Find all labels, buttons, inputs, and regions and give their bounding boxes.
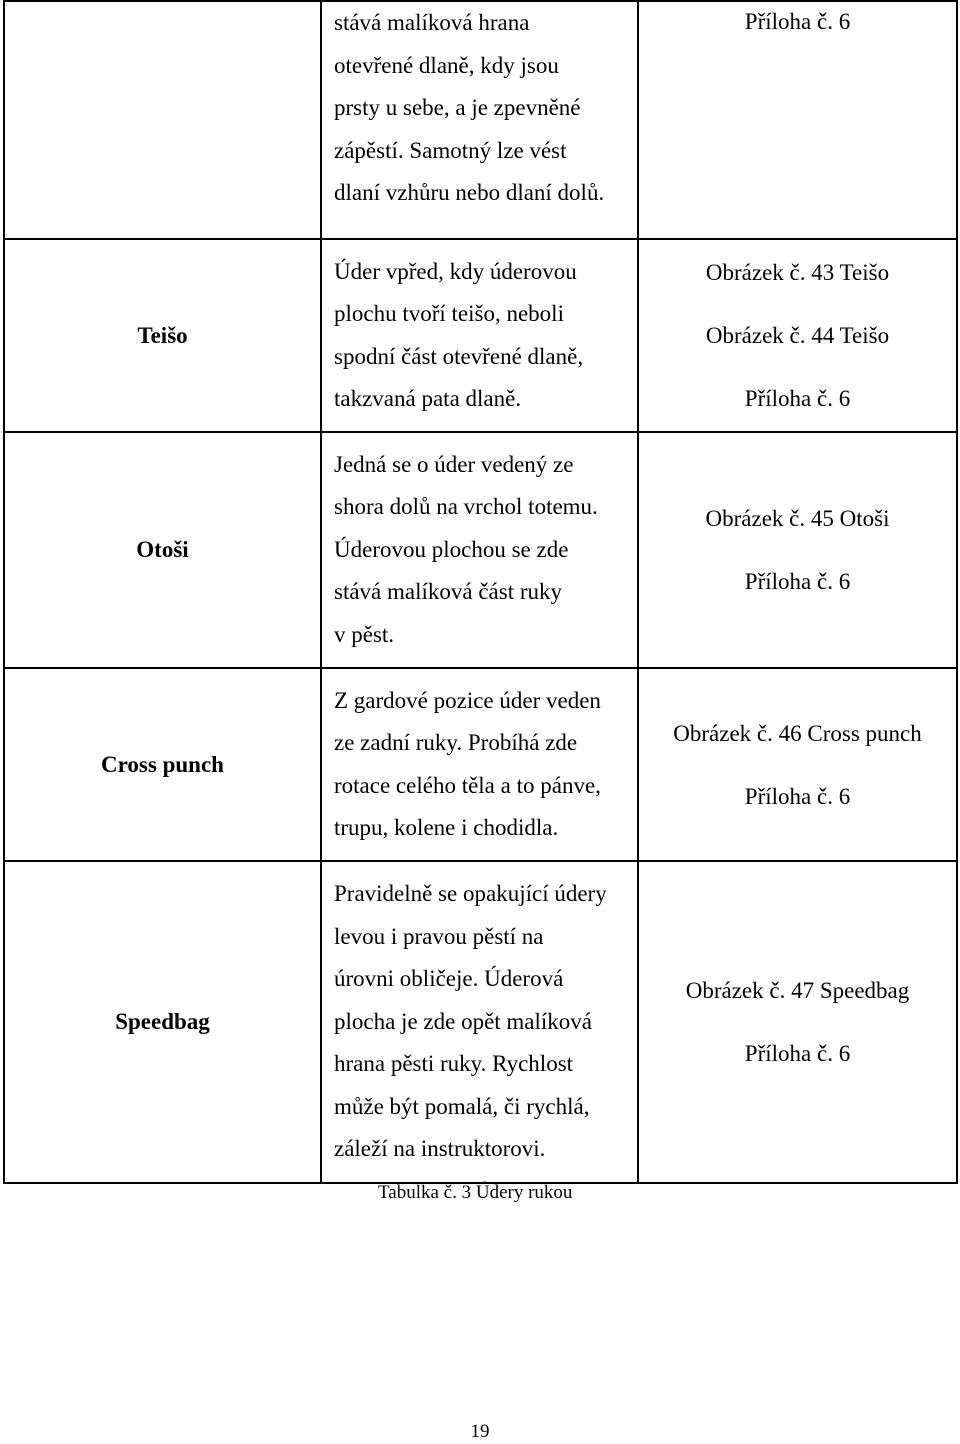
technique-name: Teišo: [4, 239, 321, 432]
technique-description: stává malíková hrana otevřené dlaně, kdy jsou prsty u sebe, a je zpevněné zápěstí. Samotný lze vést dlaní vzhůru nebo dlaní dolů.: [321, 1, 638, 239]
table-row: [4, 861, 957, 1183]
table-row: [4, 1, 957, 239]
technique-name: Otoši: [4, 432, 321, 668]
technique-references: Obrázek č. 47 Speedbag Příloha č. 6: [638, 861, 957, 1183]
table-row: [4, 239, 957, 432]
technique-references: Obrázek č. 46 Cross punch Příloha č. 6: [638, 668, 957, 861]
technique-references: Příloha č. 6: [638, 1, 957, 239]
page-number: 19: [470, 1421, 490, 1442]
technique-name: [4, 1, 321, 239]
technique-description: Z gardové pozice úder veden ze zadní ruky. Probíhá zde rotace celého těla a to pánve, trupu, kolene i chodidla.: [321, 668, 638, 861]
technique-references: Obrázek č. 43 Teišo Obrázek č. 44 Teišo Příloha č. 6: [638, 239, 957, 432]
technique-name: Cross punch: [4, 668, 321, 861]
technique-name: Speedbag: [4, 861, 321, 1183]
strikes-table: [3, 0, 958, 1184]
technique-description: Úder vpřed, kdy úderovou plochu tvoří teišo, neboli spodní část otevřené dlaně, takzvaná pata dlaně.: [321, 239, 638, 432]
technique-description: Pravidelně se opakující údery levou i pravou pěstí na úrovni obličeje. Úderová plocha je zde opět malíková hrana pěsti ruky. Rychlost může být pomalá, či rychlá, záleží na instruktorovi.: [321, 861, 638, 1183]
table-row: [4, 432, 957, 668]
table-row: [4, 668, 957, 861]
table-caption: Tabulka č. 3 Údery rukou: [378, 1182, 573, 1203]
technique-description: Jedná se o úder vedený ze shora dolů na vrchol totemu. Úderovou plochou se zde stává malíková část ruky v pěst.: [321, 432, 638, 668]
technique-references: Obrázek č. 45 Otoši Příloha č. 6: [638, 432, 957, 668]
